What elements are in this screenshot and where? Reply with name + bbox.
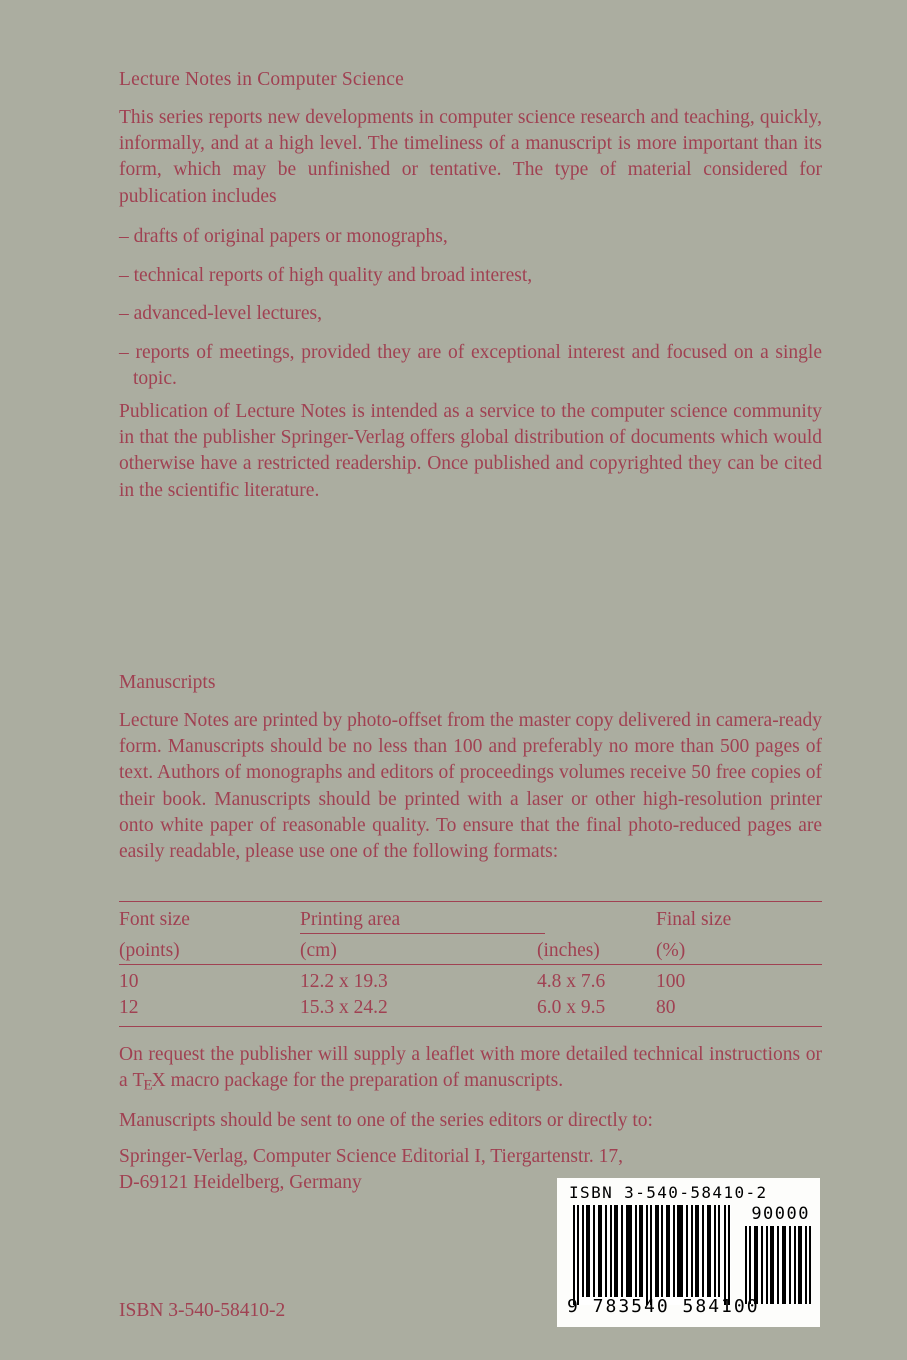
address-line-2: D-69121 Heidelberg, Germany: [119, 1172, 362, 1194]
cell-inches: 4.8 x 7.6: [537, 971, 606, 992]
address-line-1: Springer-Verlag, Computer Science Editorial I, Tiergartenstr. 17,: [119, 1146, 623, 1167]
list-item: – advanced-level lectures,: [119, 303, 323, 325]
table-header: [119, 902, 822, 964]
cell-percent: 100: [656, 971, 686, 992]
cell-percent: 80: [656, 997, 676, 1018]
isbn-bottom-left: ISBN 3-540-58410-2: [119, 1300, 286, 1321]
cell-points: 10: [119, 971, 139, 992]
table-row: [119, 969, 822, 995]
cell-inches: 6.0 x 9.5: [537, 997, 606, 1018]
series-intro-paragraph: This series reports new developments in computer science research and teaching, quickly, informally, and at a high level. The timeliness of a manuscript is more important than its form, which may be unfinished or tentative. The type of material considered for publication includes: [119, 107, 822, 207]
header-percent: (%): [656, 940, 686, 961]
cell-points: 12: [119, 997, 139, 1018]
send-to-paragraph: Manuscripts should be sent to one of the series editors or directly to:: [119, 1110, 653, 1131]
table-header-row-2: [119, 938, 822, 964]
list-item: – technical reports of high quality and broad interest,: [119, 264, 533, 286]
header-font-size: Font size: [119, 909, 190, 930]
ean5-addon-barcode: [745, 1226, 811, 1304]
header-cm: (cm): [300, 940, 337, 961]
header-points: (points): [119, 940, 180, 961]
table-rule-printing-area: [300, 933, 545, 934]
manuscripts-title: Manuscripts: [119, 672, 216, 693]
series-title: Lecture Notes in Computer Science: [119, 69, 404, 90]
tex-letter-e: E: [143, 1076, 153, 1094]
header-printing-area: Printing area: [300, 909, 401, 930]
leaflet-text-before-tex: On request the publisher will supply a leaflet with more detailed technical instructions or a: [119, 1044, 822, 1092]
publication-paragraph: Publication of Lecture Notes is intended as a service to the computer science community in that the publisher Springer-Verlag offers global distribution of documents which would otherwise have a restricted readership. Once published and copyrighted they can be cited in the scientific literature.: [119, 401, 822, 501]
cell-cm: 15.3 x 24.2: [300, 997, 388, 1018]
table-row: [119, 995, 822, 1021]
leaflet-text-after-tex: macro package for the preparation of manuscripts.: [165, 1070, 564, 1092]
barcode-isbn-text: ISBN 3-540-58410-2: [569, 1183, 768, 1202]
leaflet-paragraph: [119, 1042, 822, 1095]
table-header-row-1: [119, 907, 822, 933]
barcode-ean-digits: 9 783540 584100: [567, 1296, 760, 1317]
tex-letter-t: T: [132, 1070, 145, 1092]
publication-types-list: [119, 224, 822, 393]
list-item: – drafts of original papers or monographs,: [119, 226, 448, 247]
manuscripts-paragraph: Lecture Notes are printed by photo-offset from the master copy delivered in camera-ready form. Manuscripts should be no less than 100 and preferably no more than 500 pages of text. Authors of monographs and editors of proceedings volumes receive 50 free copies of their book. Manuscripts should be printed with a laser or other high-resolution printer onto white paper of reasonable quality. To ensure that the final photo-reduced pages are easily readable, please use one of the following formats:: [119, 710, 822, 863]
tex-letter-x: X: [151, 1070, 166, 1092]
header-inches: (inches): [537, 940, 600, 961]
barcode-label: [557, 1178, 820, 1327]
table-body: [119, 965, 822, 1026]
cell-cm: 12.2 x 19.3: [300, 971, 388, 992]
ean13-barcode: [573, 1205, 731, 1305]
barcode-addon-digits: 90000: [751, 1204, 810, 1224]
table-rule-bottom: [119, 1026, 822, 1027]
header-final-size: Final size: [656, 909, 732, 930]
list-item: – reports of meetings, provided they are of exceptional interest and focused on a single topic.: [119, 342, 822, 390]
tex-logo: [133, 1068, 166, 1095]
format-table: [119, 901, 822, 1027]
